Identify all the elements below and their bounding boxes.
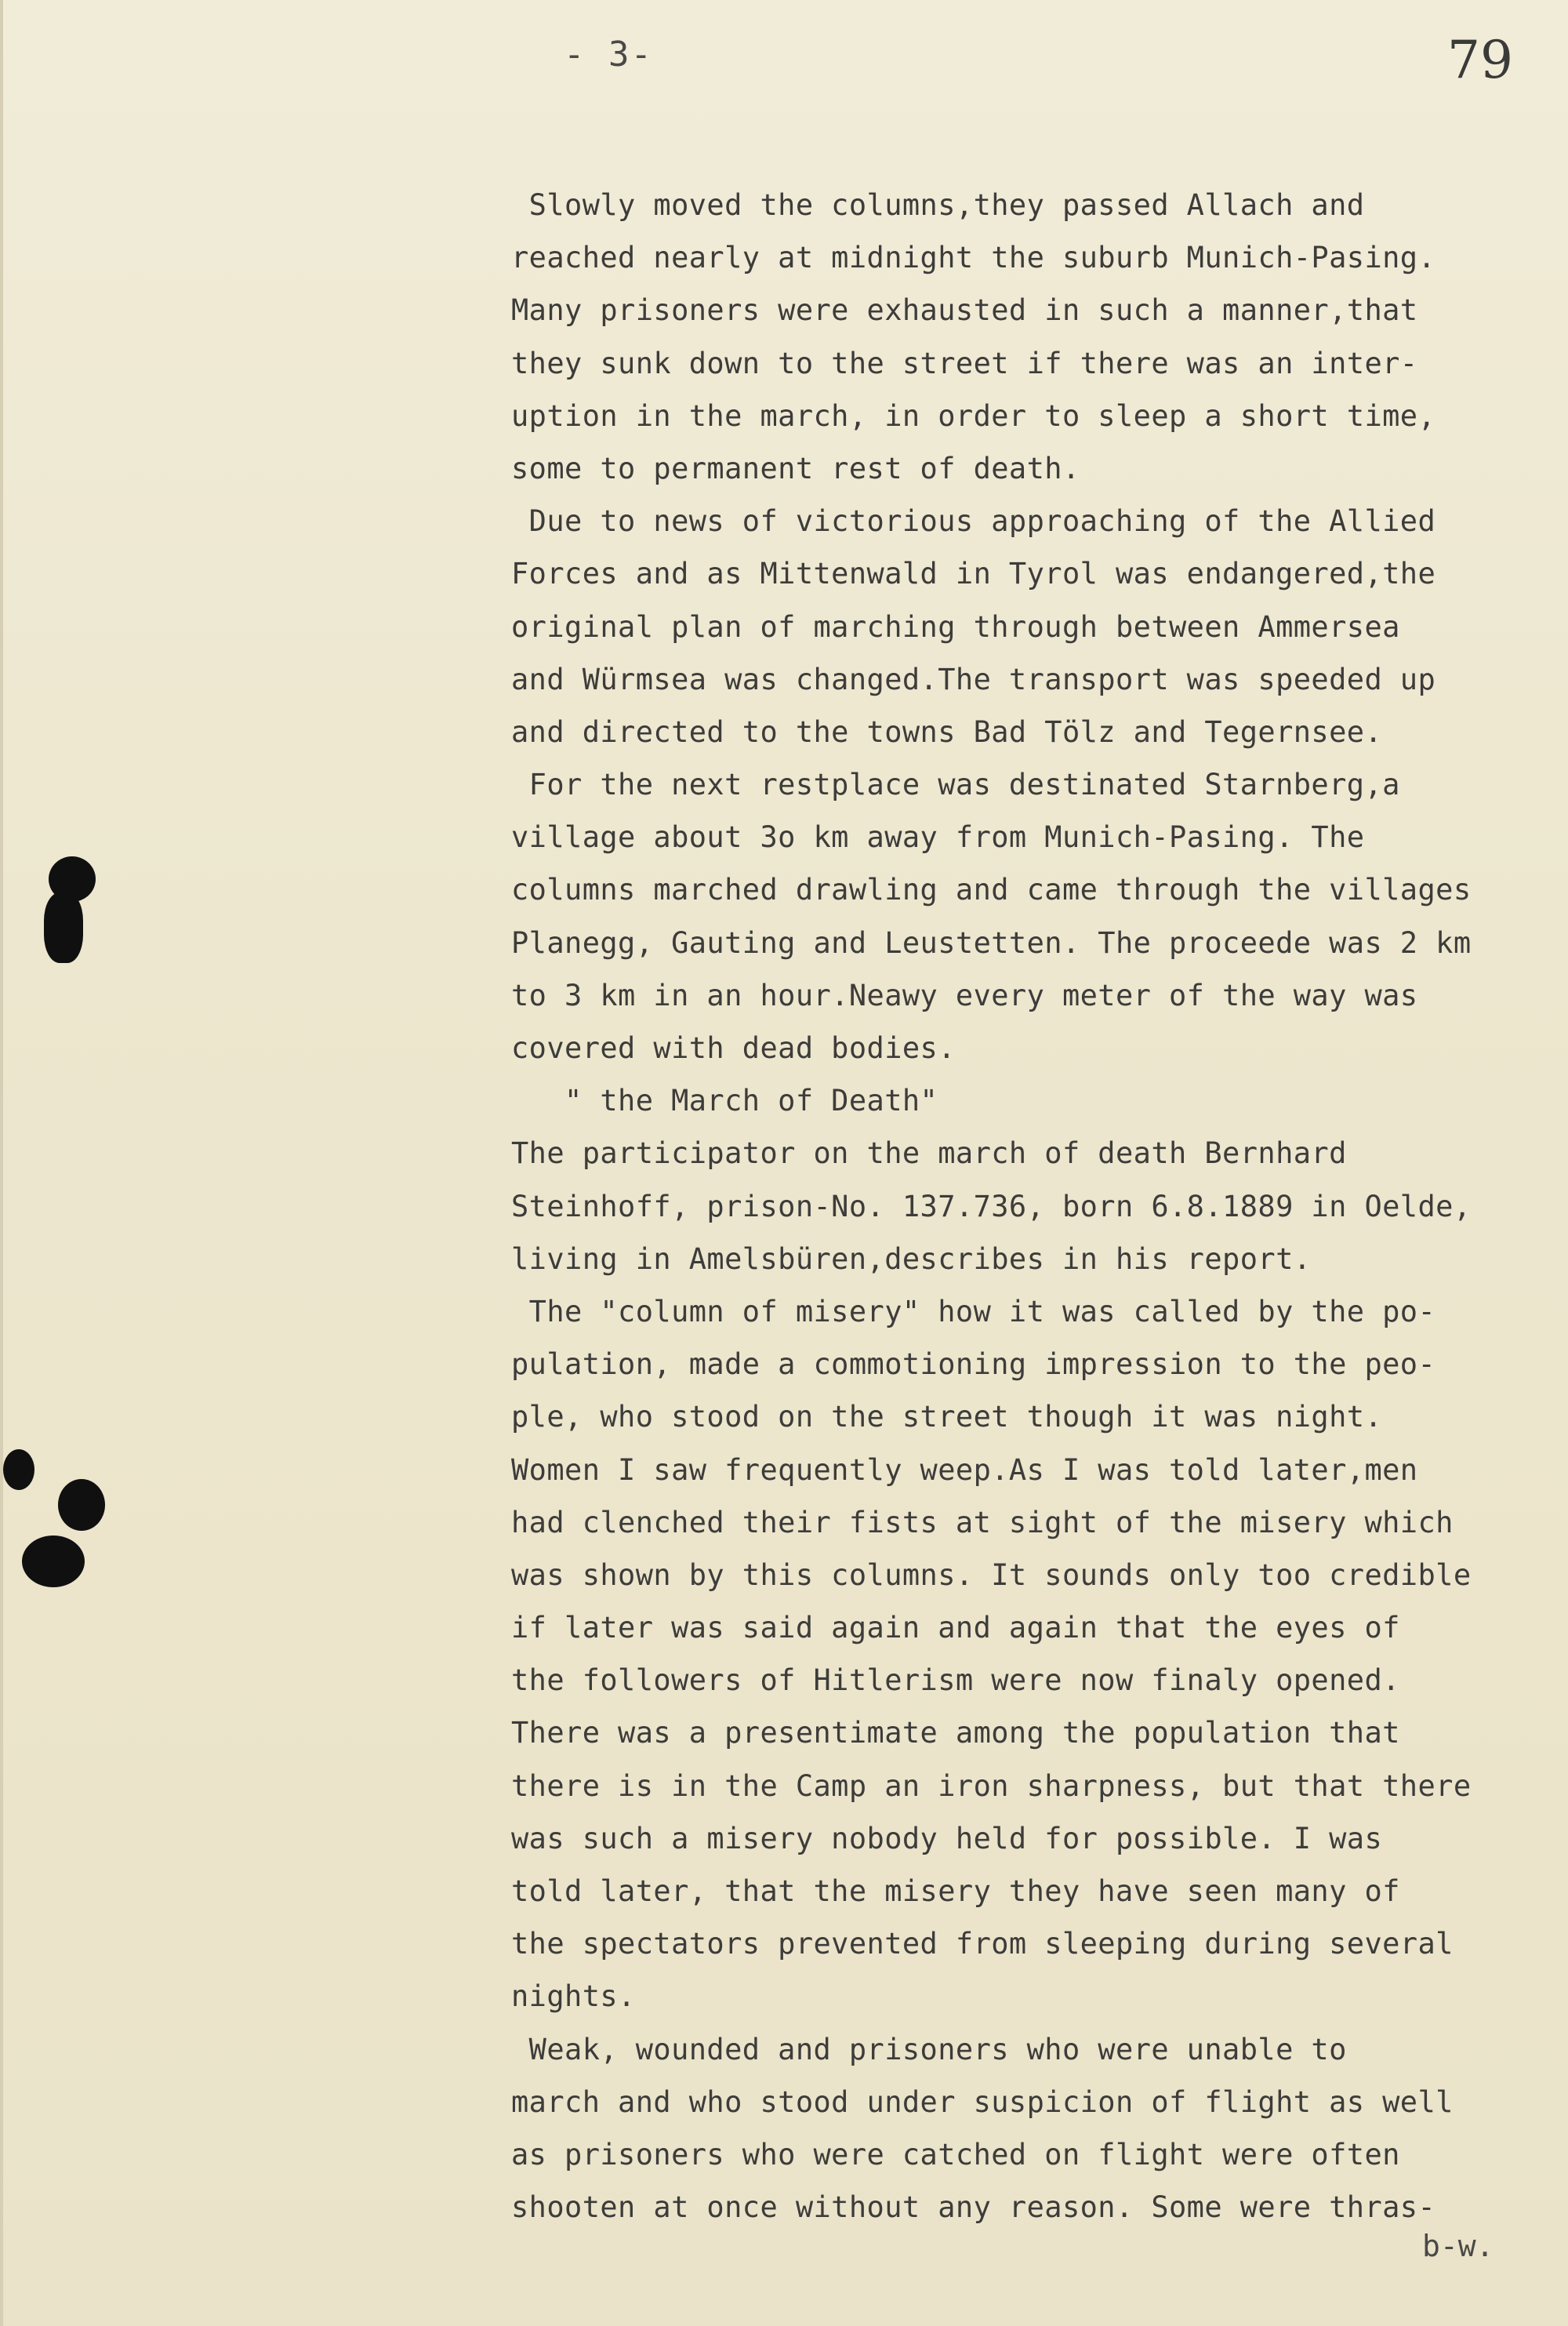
text-line: Many prisoners were exhausted in such a manner,that <box>511 293 1418 328</box>
typed-text-body <box>511 179 1562 2233</box>
punch-hole-mark <box>3 1449 34 1490</box>
text-line: Slowly moved the columns,they passed Allach and <box>511 188 1365 222</box>
continuation-mark: b-w. <box>1422 2229 1494 2263</box>
text-line: was such a misery nobody held for possible. I was <box>511 1821 1383 1855</box>
folio-number: 79 <box>1447 30 1513 90</box>
punch-hole-mark <box>58 1479 105 1531</box>
text-line: Steinhoff, prison-No. 137.736, born 6.8.1889 in Oelde, <box>511 1189 1472 1223</box>
text-line: pulation, made a commotioning impression to the peo- <box>511 1347 1436 1382</box>
text-line: told later, that the misery they have seen many of <box>511 1874 1400 1908</box>
text-line: if later was said again and again that the eyes of <box>511 1611 1400 1645</box>
text-line: shooten at once without any reason. Some were thras- <box>511 2190 1436 2225</box>
section-heading: " the March of Death" <box>511 1084 938 1118</box>
text-line: and directed to the towns Bad Tölz and Tegernsee. <box>511 714 1383 749</box>
punch-hole-mark <box>44 892 83 963</box>
text-line: reached nearly at midnight the suburb Munich-Pasing. <box>511 241 1436 275</box>
text-line: the followers of Hitlerism were now finaly opened. <box>511 1663 1400 1698</box>
text-line: Forces and as Mittenwald in Tyrol was endangered,the <box>511 557 1436 591</box>
text-line: was shown by this columns. It sounds only too credible <box>511 1557 1472 1592</box>
text-line: For the next restplace was destinated Starnberg,a <box>511 768 1400 802</box>
page-marker: - 3- <box>564 35 653 75</box>
text-line: there is in the Camp an iron sharpness, but that there <box>511 1768 1472 1803</box>
text-line: had clenched their fists at sight of the misery which <box>511 1505 1454 1539</box>
text-line: they sunk down to the street if there was an inter- <box>511 346 1418 380</box>
text-line: Weak, wounded and prisoners who were unable to <box>511 2032 1347 2066</box>
text-line: march and who stood under suspicion of flight as well <box>511 2084 1454 2119</box>
text-line: nights. <box>511 1979 636 2014</box>
text-line: Women I saw frequently weep.As I was told later,men <box>511 1452 1418 1487</box>
text-line: covered with dead bodies. <box>511 1031 956 1065</box>
text-line: some to permanent rest of death. <box>511 451 1080 485</box>
text-line: columns marched drawling and came through the villages <box>511 873 1472 907</box>
text-line: Planegg, Gauting and Leustetten. The proceede was 2 km <box>511 925 1472 960</box>
text-line: village about 3o km away from Munich-Pasing. The <box>511 820 1365 855</box>
text-line: The "column of misery" how it was called by the po- <box>511 1294 1436 1328</box>
text-line: to 3 km in an hour.Neawy every meter of the way was <box>511 978 1418 1012</box>
text-line: as prisoners who were catched on flight were often <box>511 2137 1400 2172</box>
text-line: uption in the march, in order to sleep a short time, <box>511 398 1436 433</box>
text-line: There was a presentimate among the population that <box>511 1716 1400 1750</box>
text-line: original plan of marching through between Ammersea <box>511 609 1400 644</box>
text-line: The participator on the march of death Bernhard <box>511 1136 1347 1171</box>
text-line: and Würmsea was changed.The transport was speeded up <box>511 662 1436 696</box>
punch-hole-mark <box>22 1536 85 1587</box>
text-line: the spectators prevented from sleeping during several <box>511 1927 1454 1961</box>
text-line: living in Amelsbüren,describes in his report. <box>511 1241 1312 1276</box>
text-line: Due to news of victorious approaching of the Allied <box>511 504 1436 539</box>
text-line: ple, who stood on the street though it was night. <box>511 1400 1383 1434</box>
